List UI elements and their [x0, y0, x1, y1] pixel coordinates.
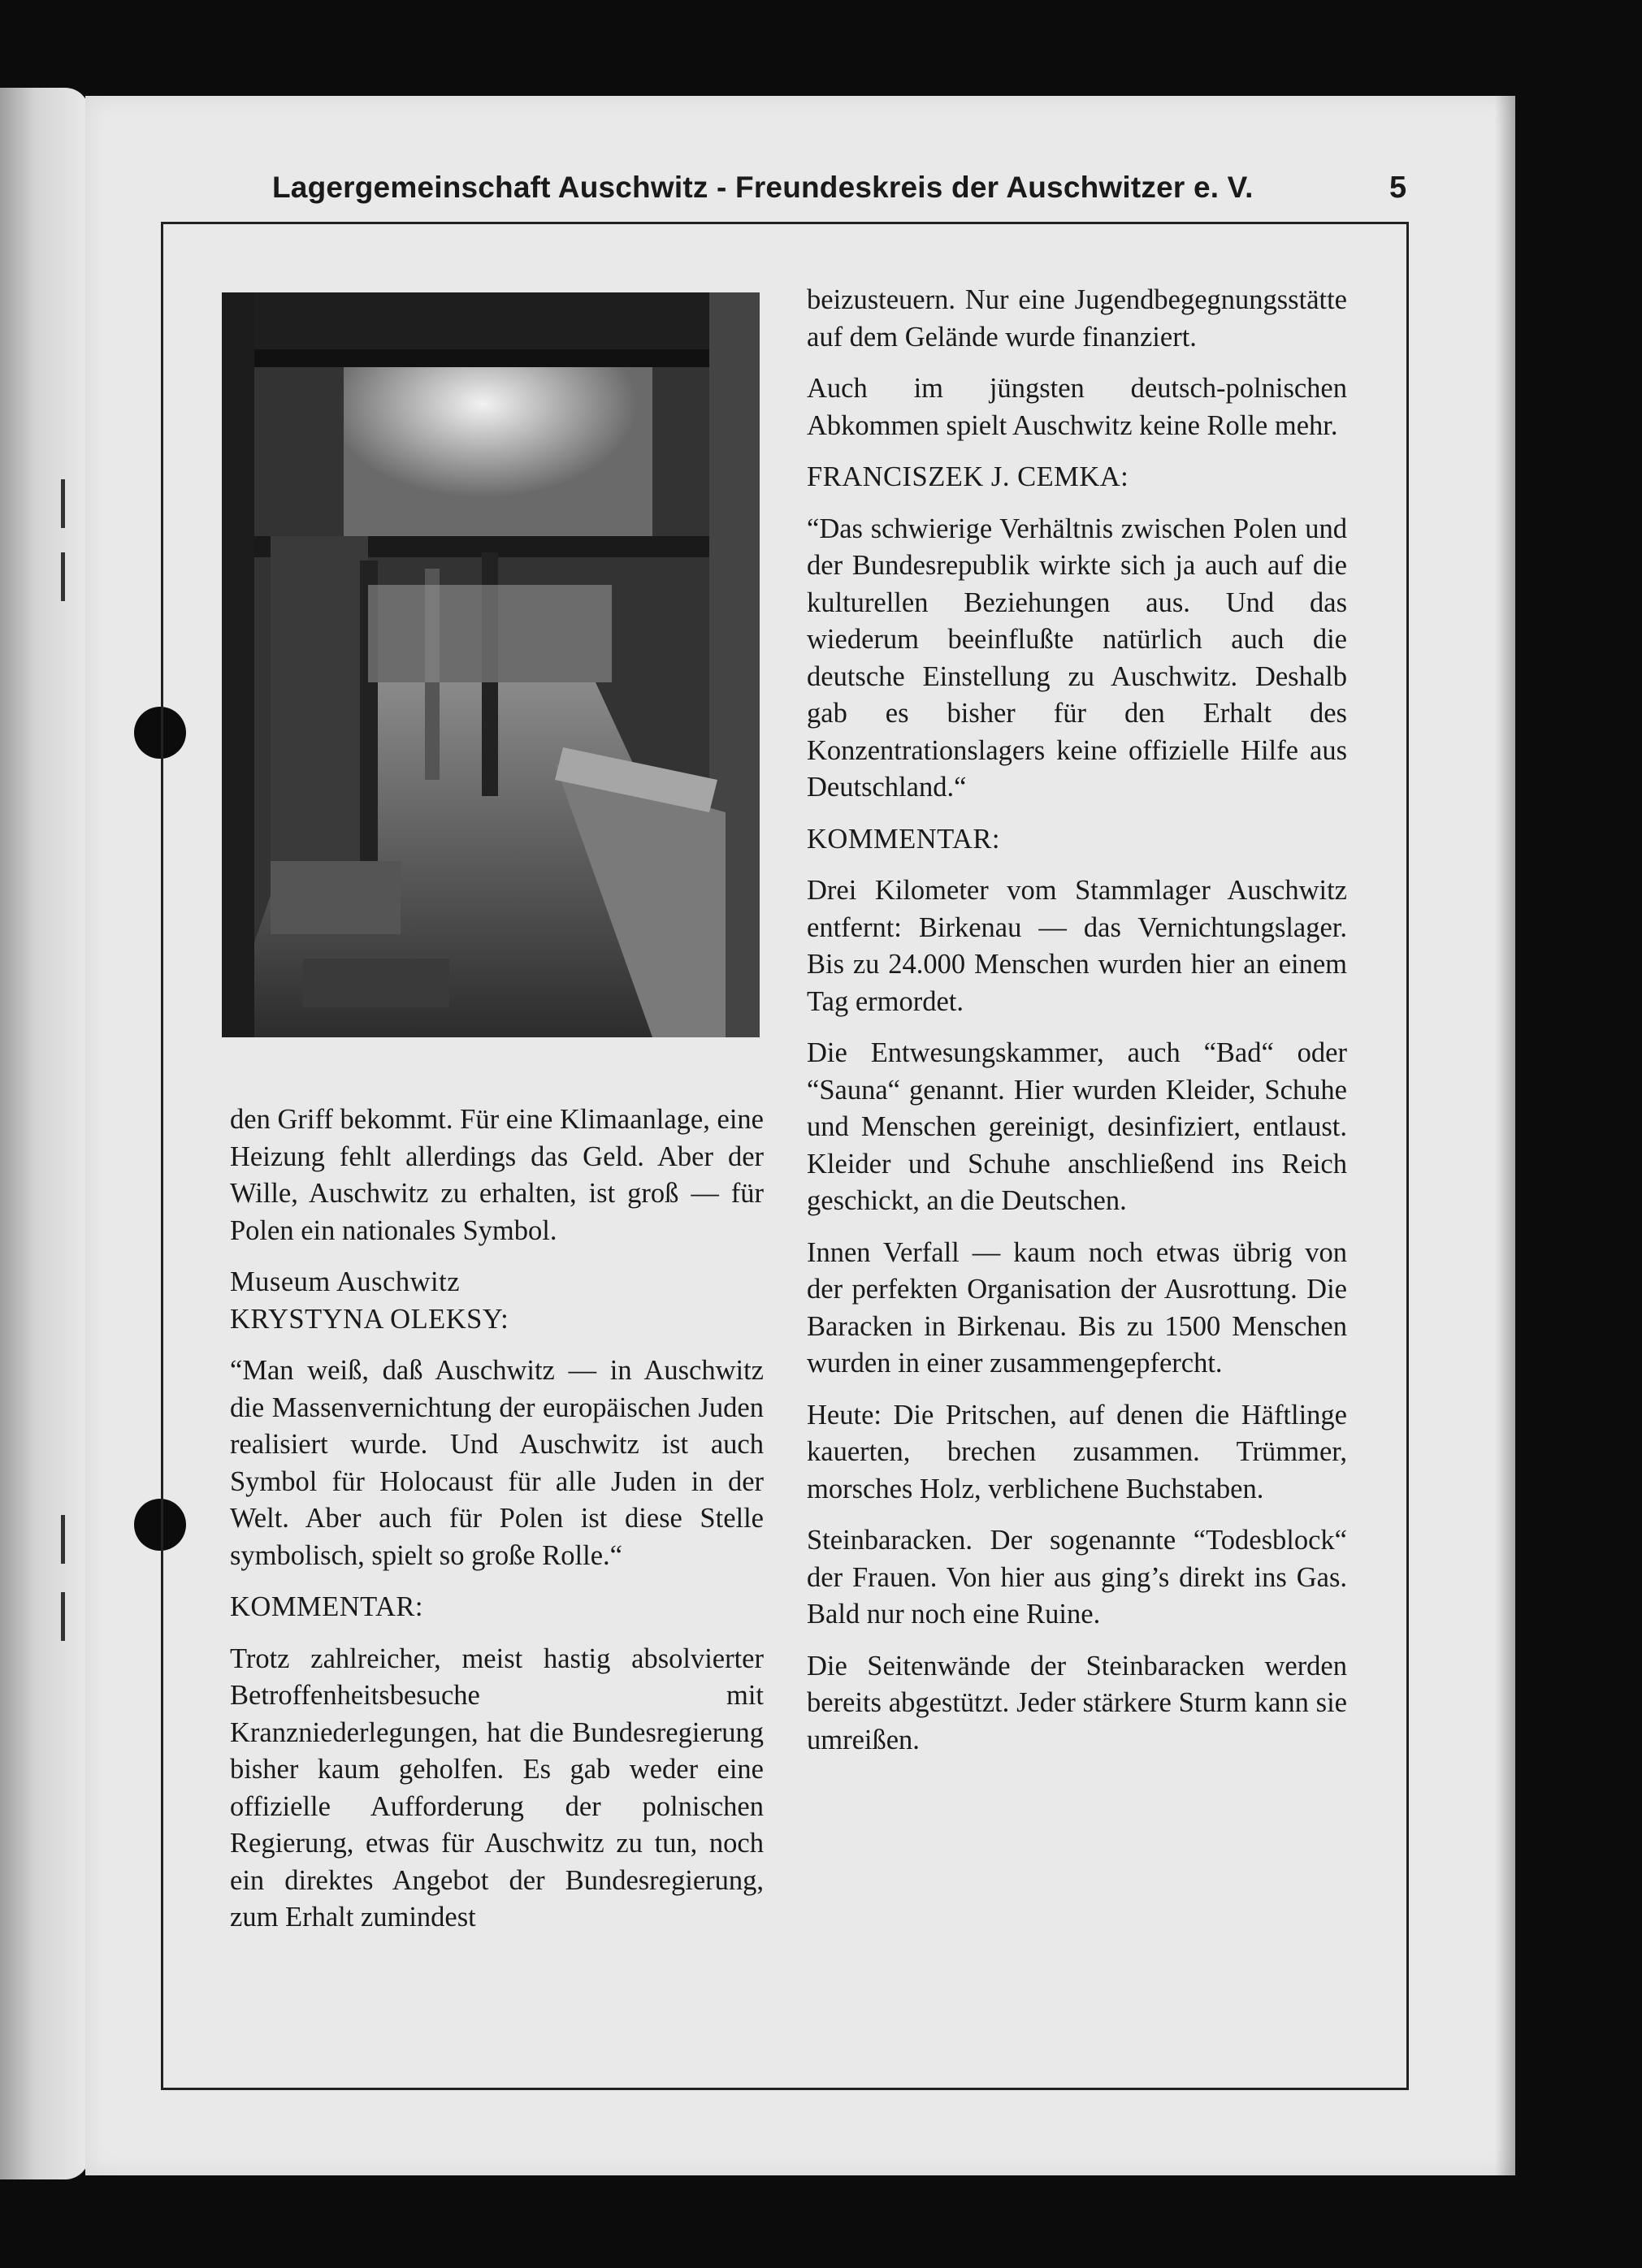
- page-number: 5: [1389, 171, 1407, 205]
- barracks-interior-photo: [222, 292, 760, 1037]
- paragraph: Die Entwesungskammer, auch “Bad“ oder “Sauna“ genannt. Hier wurden Kleider, Schuhe und Menschen gereinigt, desinfiziert, entlaust. Kleider und Schuhe anschließend ins Reich geschickt, an die Deutschen.: [807, 1037, 1347, 1216]
- right-column: [807, 282, 1347, 1759]
- speaker-heading: FRANCISZEK J. CEMKA:: [807, 461, 1129, 492]
- quote-paragraph: “Man weiß, daß Auschwitz — in Auschwitz die Massenvernichtung der europäischen Juden realisiert wurde. Und Auschwitz ist auch Symbol für Holocaust für alle Juden in der Welt. Aber auch für Polen ist diese Stelle symbolisch, spielt so große Rolle.“: [230, 1355, 764, 1571]
- speaker-heading: KRYSTYNA OLEKSY:: [230, 1303, 509, 1335]
- left-column: [230, 1102, 764, 1937]
- binder-mark: [61, 1592, 65, 1641]
- header-title: Lagergemeinschaft Auschwitz - Freundeskreis der Auschwitzer e. V.: [272, 171, 1254, 204]
- page-edge-shadow: [1495, 96, 1515, 2175]
- commentary-heading: KOMMENTAR:: [807, 823, 1000, 855]
- previous-page-edge: [0, 88, 89, 2179]
- commentary-heading: KOMMENTAR:: [230, 1591, 423, 1622]
- paragraph: beizusteuern. Nur eine Jugendbegegnungsstätte auf dem Gelände wurde finanziert.: [807, 284, 1347, 353]
- paragraph: Heute: Die Pritschen, auf denen die Häftlinge kauerten, brechen zusammen. Trümmer, morsches Holz, verblichene Buchstaben.: [807, 1399, 1347, 1504]
- paragraph: Steinbaracken. Der sogenannte “Todesblock“ der Frauen. Von hier aus ging’s direkt ins Gas. Bald nur noch eine Ruine.: [807, 1525, 1347, 1630]
- paragraph: Trotz zahlreicher, meist hastig absolvierter Betroffenheitsbesuche mit Kranzniederlegungen, hat die Bundesregierung bisher kaum geholfen. Es gab weder eine offizielle Aufforderung der polnischen Regierung, etwas für Auschwitz zu tun, noch ein direktes Angebot der Bundesregierung, zum Erhalt zumindest: [230, 1643, 764, 1933]
- binder-mark: [61, 1515, 65, 1564]
- paragraph: Drei Kilometer vom Stammlager Auschwitz entfernt: Birkenau — das Vernichtungslager. Bis zu 24.000 Menschen wurden hier an einem Tag ermordet.: [807, 875, 1347, 1017]
- paragraph: Auch im jüngsten deutsch-polnischen Abkommen spielt Auschwitz keine Rolle mehr.: [807, 373, 1347, 441]
- paragraph: Die Seitenwände der Steinbaracken werden bereits abgestützt. Jeder stärkere Sturm kann sie umreißen.: [807, 1650, 1347, 1755]
- quote-paragraph: “Das schwierige Verhältnis zwischen Polen und der Bundesrepublik wirkte sich ja auch auf die kulturellen Beziehungen aus. Und das wiederum beeinflußte natürlich auch die deutsche Einstellung zu Auschwitz. Deshalb gab es bisher für den Erhalt des Konzentrationslagers keine offizielle Hilfe aus Deutschland.“: [807, 513, 1347, 803]
- binder-mark: [61, 552, 65, 601]
- binder-mark: [61, 479, 65, 528]
- paragraph: Museum Auschwitz: [230, 1266, 461, 1297]
- paragraph: Innen Verfall — kaum noch etwas übrig von der perfekten Organisation der Ausrottung. Die Baracken in Birkenau. Bis zu 1500 Menschen wurden in einer zusammengepfercht.: [807, 1236, 1347, 1379]
- paragraph: den Griff bekommt. Für eine Klimaanlage, eine Heizung fehlt allerdings das Geld. Aber der Wille, Auschwitz zu erhalten, ist groß — für Polen ein nationales Symbol.: [230, 1104, 764, 1246]
